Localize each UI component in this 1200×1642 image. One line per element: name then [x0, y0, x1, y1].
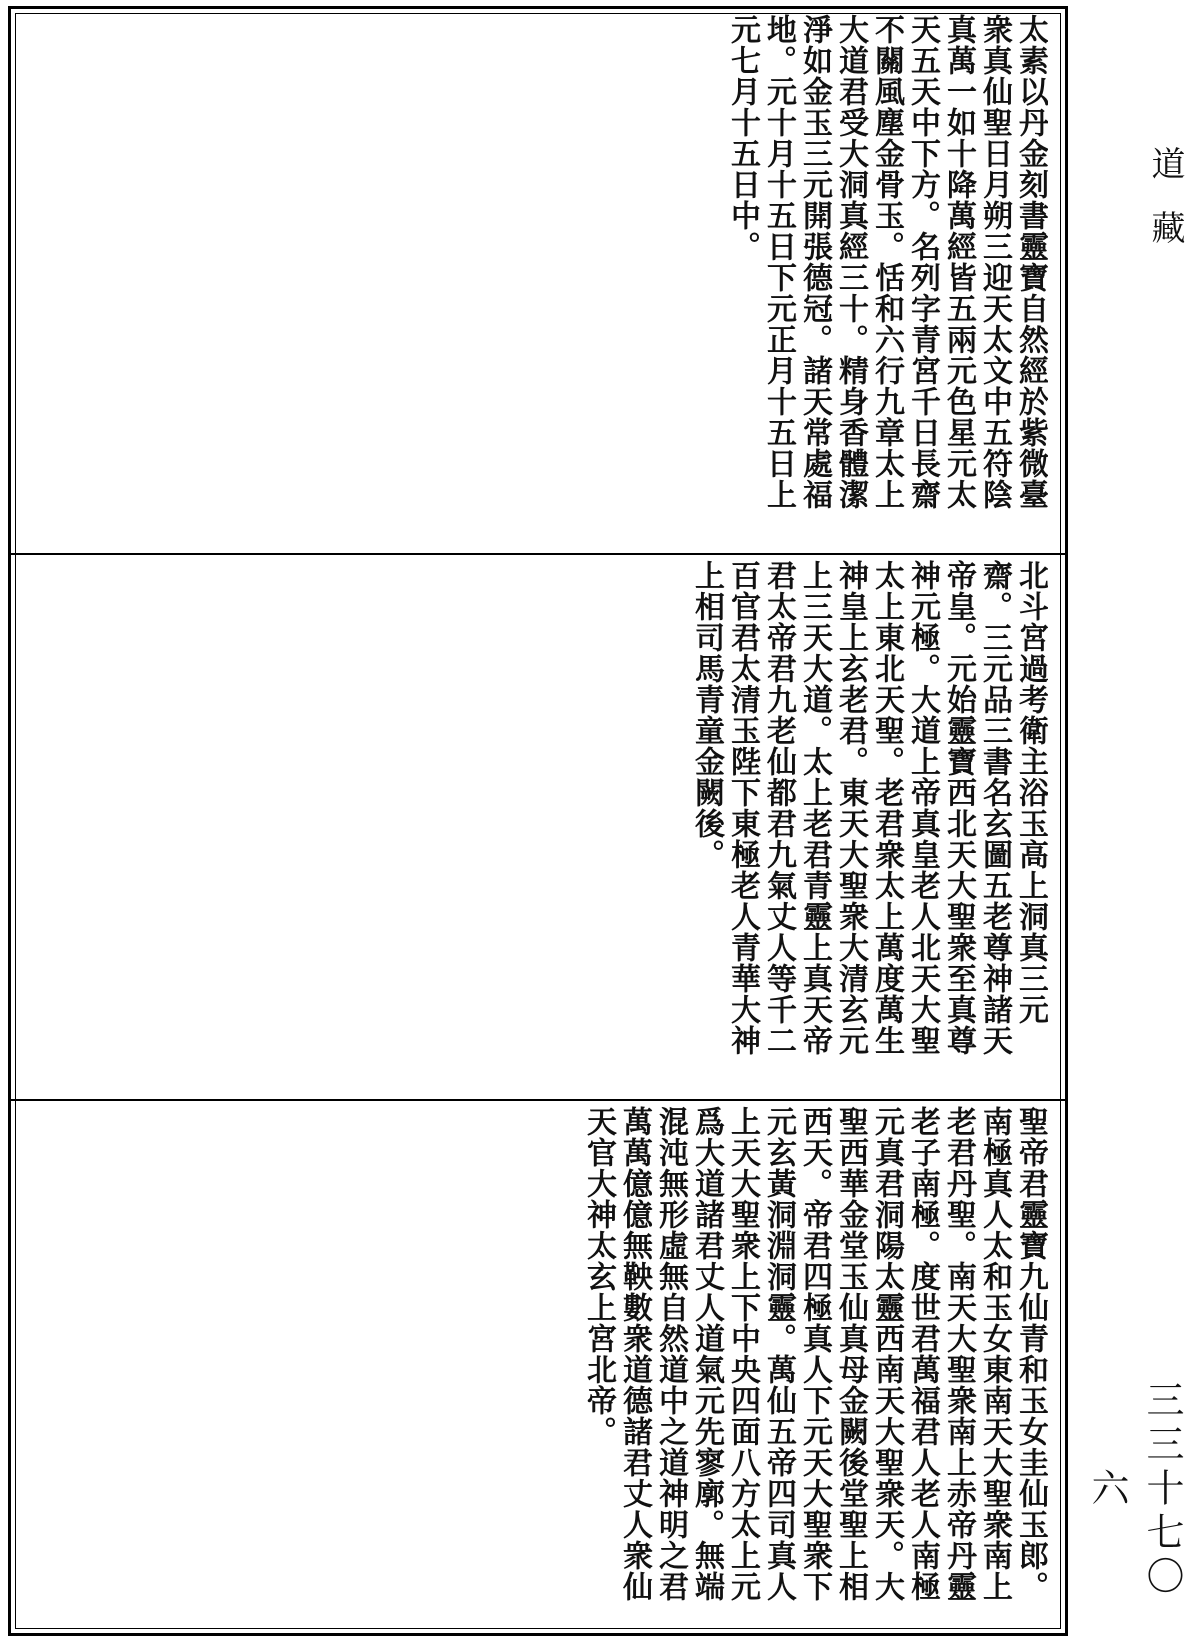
scripture-text: 太素以丹金刻書靈寶自然經於紫微臺衆真仙聖日月朔三迎天太文中五符陰真萬一如十降萬經皆五兩元色星元太天五天中下方。名列字青宮千日長齋不關風塵金骨玉。恬和六行九章太上大道君受大洞真經三十。精身香體潔淨如金玉三元開張德冠。諸天常處福地。元十月十五日下元正月十五日上元七月十五日中。: [725, 14, 1048, 510]
page-number: 三三十七〇六: [1085, 1380, 1184, 1600]
scripture-text: 北斗宮過考衛主浴玉高上洞真三元齋。三元品三書名玄圖五老尊神諸天帝皇。元始靈寶西北天大聖衆至真尊神元極。大道上帝真皇老人北天大聖太上東北天聖。老君衆太上萬度萬生神皇上玄老君。東天大聖衆大清玄元上三天大道。太上老君青靈上真天帝君太帝君九老仙都君九氣丈人等千二百官君太清玉陛下東極老人青華大神上相司馬青童金闕後。: [689, 560, 1048, 1056]
section-divider: [11, 1099, 1065, 1101]
text-panel-middle: [14, 560, 1048, 1086]
text-panel-bottom: [14, 1106, 1048, 1632]
collection-title: 道藏: [1145, 146, 1185, 274]
section-divider: [11, 553, 1065, 555]
text-panel-top: [14, 14, 1048, 540]
scripture-text: 聖帝君靈寶九仙青和玉女圭仙玉郎。南極真人太和玉女東南天大聖衆南上老君丹聖。南天大聖衆南上赤帝丹靈老子南極。度世君萬福君人老人南極元真君洞陽太靈西南天大聖衆天。大聖西華金堂玉仙真母金闕後堂聖上相西天。帝君四極真人下元天大聖衆下元玄黃洞淵洞靈。萬仙五帝四司真人上天大聖衆上下中央四面八方太上元爲大道諸君丈人道氣元先寥廓。無端混沌無形虛無自然道中之道神明之君萬萬億億無鞅數衆道德諸君丈人衆仙天官大神太玄上宮北帝。: [581, 1106, 1048, 1602]
